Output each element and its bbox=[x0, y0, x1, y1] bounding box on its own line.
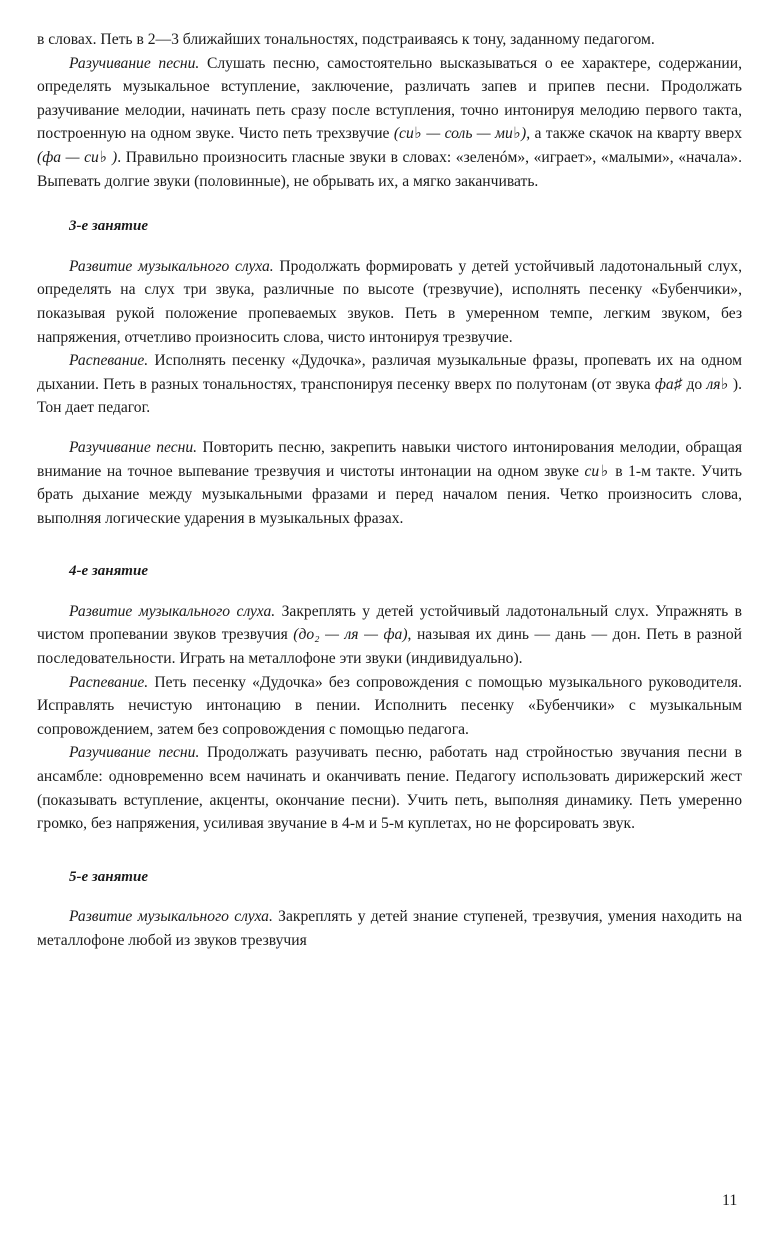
page-body bbox=[37, 28, 742, 953]
paragraph-label: Развитие музыкального слуха. bbox=[69, 908, 273, 926]
note-name: ля♭ bbox=[706, 375, 729, 393]
note-sequence: (до₂ — ля — фа) bbox=[293, 626, 408, 644]
note-sequence: (фа — си♭ ) bbox=[37, 148, 118, 166]
note-name: си♭ bbox=[584, 462, 610, 480]
section-heading-lesson-4: 4-е занятие bbox=[69, 563, 148, 580]
paragraph-label: Разучивание песни. bbox=[69, 438, 198, 456]
paragraph-label: Разучивание песни. bbox=[69, 54, 200, 72]
paragraph-label: Распевание. bbox=[69, 673, 149, 691]
paragraph-label: Разучивание песни. bbox=[69, 744, 200, 762]
note-name: фа♯ bbox=[654, 375, 683, 393]
section-heading-lesson-3: 3-е занятие bbox=[69, 218, 148, 235]
paragraph-label: Развитие музыкального слуха. bbox=[69, 257, 274, 275]
page-number: 11 bbox=[722, 1192, 738, 1209]
paragraph-warmup-3: Распевание. Исполнять песенку «Дудочка», различая музыкальные фразы, пропевать их на одном дыхании. Петь в разных тональностях, транспонируя песенку вверх по полутонам (от звука фа♯ до ля♭ ). Тон дает педагог. bbox=[37, 352, 742, 417]
paragraph-label: Распевание. bbox=[69, 352, 149, 370]
paragraph-song-learning-4: Разучивание песни. Продолжать разучивать песню, работать над стройностью звучания песни в ансамбле: одновременно всем начинать и оканчивать пение. Педагогу использовать дирижерский жест (показывать вступление, акценты, окончание песни). Учить петь, выполняя динамику. Петь умеренно громко, без напряжения, усиливая звучание в 4-м и 5-м куплетах, но не форсировать звук. bbox=[37, 744, 742, 833]
section-heading-lesson-5: 5-е занятие bbox=[69, 868, 148, 885]
paragraph-hearing-4: Развитие музыкального слуха. Закреплять у детей устойчивый ладотональный слух. Упражнять в чистом пропевании звуков трезвучия (до₂ — ля — фа), называя их динь — дань — дон. Петь в разной последовательности. Играть на металлофоне эти звуки (индивидуально). bbox=[37, 602, 742, 668]
paragraph-continuation: в словах. Петь в 2—3 ближайших тональностях, подстраиваясь к тону, заданному педагогом. bbox=[37, 31, 655, 48]
paragraph-song-learning-3: Разучивание песни. Повторить песню, закрепить навыки чистого интонирования мелодии, обращая внимание на точное выпевание трезвучия и чистоты интонации на одном звуке си♭ в 1-м такте. Учить брать дыхание между музыкальными фразами и перед началом пения. Четко произносить слова, выполняя логические ударения в музыкальных фразах. bbox=[37, 438, 743, 527]
paragraph-song-learning-1: Разучивание песни. Слушать песню, самостоятельно высказываться о ее характере, содержании, определять музыкальное вступление, заключение, различать запев и припев песни. Продолжать разучивание мелодии, начинать петь сразу после вступления, точно интонируя мелодию первого такта, построенную на одном звуке. Чисто петь трехзвучие (си♭ — соль — ми♭), а также скачок на кварту вверх (фа — си♭ ). Правильно произносить гласные звуки в словах: «зеленóм», «играет», «малыми», «начала». Выпевать долгие звуки (половинные), не обрывать их, а мягко заканчивать. bbox=[37, 54, 742, 190]
note-sequence: (си♭ — соль — ми♭) bbox=[393, 125, 527, 143]
paragraph-hearing-3: Развитие музыкального слуха. Продолжать формировать у детей устойчивый ладотональный слух, определять на слух три звука, различные по высоте (трезвучие), исполнять песенку «Бубенчики», показывая рукой положение пропеваемых звуков. Петь в умеренном темпе, легким звуком, без напряжения, отчетливо произносить слова, чисто интонируя трезвучие. bbox=[37, 257, 742, 346]
paragraph-hearing-5: Развитие музыкального слуха. Закреплять у детей знание ступеней, трезвучия, умения находить на металлофоне любой из звуков трезвучия bbox=[37, 908, 743, 949]
paragraph-label: Развитие музыкального слуха. bbox=[69, 602, 276, 620]
paragraph-warmup-4: Распевание. Петь песенку «Дудочка» без сопровождения с помощью музыкального руководителя. Исправлять нечистую интонацию в пении. Исполнить песенку «Бубенчики» с музыкальным сопровождением, затем без сопровождения с помощью педагога. bbox=[37, 673, 742, 738]
